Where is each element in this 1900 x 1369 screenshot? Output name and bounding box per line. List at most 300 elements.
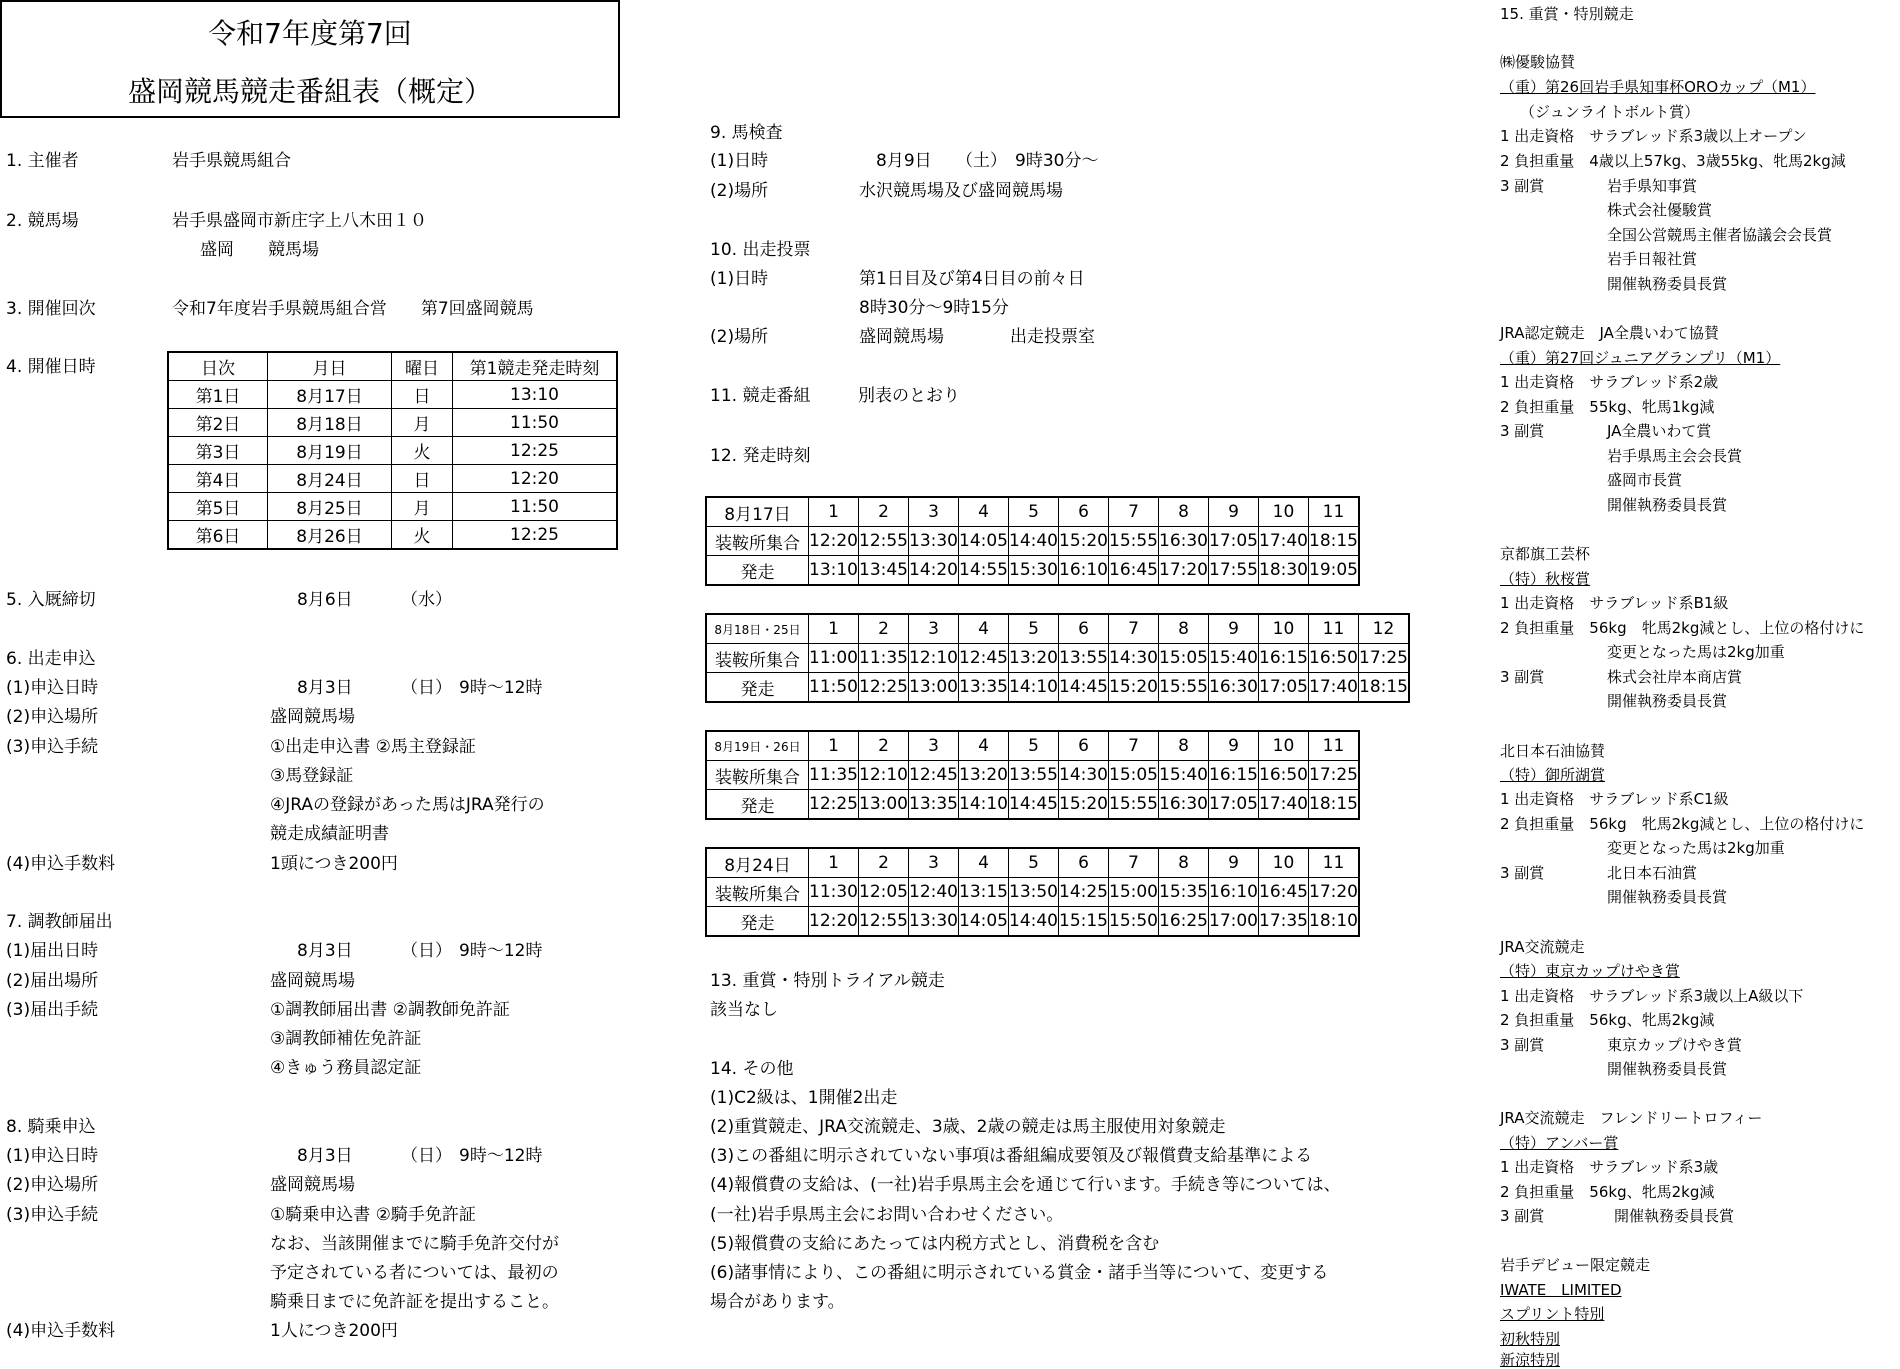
column-header: 曜日 <box>392 352 453 381</box>
row-label: (3)申込手続 <box>6 1205 99 1225</box>
table-cell: 18:15 <box>1359 673 1410 703</box>
table-header-row <box>706 497 1359 527</box>
row-value: なお、当該開催までに騎手免許交付が <box>270 1234 559 1254</box>
race-number: 2 <box>859 848 909 878</box>
row-value: 9時～12時 <box>459 941 543 961</box>
row-value: 盛岡競馬場 <box>270 707 355 727</box>
table-cell: 14:40 <box>1009 907 1059 937</box>
table-cell: 14:45 <box>1059 673 1109 703</box>
race-qualification: 1 出走資格 サラブレッド系C1級 <box>1500 790 1729 808</box>
table-cell: 13:50 <box>1009 878 1059 907</box>
prize-item: 開催執務委員長賞 <box>1607 1060 1728 1078</box>
race-name: （重）第27回ジュニアグランプリ（M1） <box>1500 349 1781 367</box>
race-sponsor: 京都旗工芸杯 <box>1500 545 1591 563</box>
race-prize-label: 3 副賞 <box>1500 1207 1545 1225</box>
row-label: (1)届出日時 <box>6 941 99 961</box>
note-line: (1)C2級は、1開催2出走 <box>710 1088 898 1108</box>
row-value: 騎乗日までに免許証を提出すること。 <box>270 1292 559 1312</box>
race-name: スプリント特別 <box>1500 1305 1605 1323</box>
table-cell: 16:45 <box>1109 556 1159 586</box>
race-number: 11 <box>1309 614 1359 644</box>
row-value: 9時～12時 <box>459 678 543 698</box>
table-cell: 15:55 <box>1109 790 1159 820</box>
race-number: 4 <box>959 497 1009 527</box>
row-value: （土） <box>956 151 1007 171</box>
table-row <box>168 437 617 465</box>
row-label: (4)申込手数料 <box>6 854 116 874</box>
table-cell: 17:55 <box>1209 556 1259 586</box>
race-number: 1 <box>809 731 859 761</box>
table-cell: 第6日 <box>168 521 268 550</box>
row-label: (2)申込場所 <box>6 1175 99 1195</box>
race-number: 4 <box>959 731 1009 761</box>
table-row <box>168 493 617 521</box>
table-cell: 月 <box>392 409 453 437</box>
row-value: ①調教師届出書 ②調教師免許証 <box>270 1000 510 1020</box>
row-value: （日） <box>401 678 452 698</box>
note-line: (2)重賞競走、JRA交流競走、3歳、2歳の競走は馬主服使用対象競走 <box>710 1117 1226 1137</box>
race-subname: （ジュンライトボルト賞） <box>1520 103 1700 121</box>
table-cell: 第3日 <box>168 437 268 465</box>
race-number: 5 <box>1009 848 1059 878</box>
table-row <box>706 761 1359 790</box>
table-cell: 14:30 <box>1059 761 1109 790</box>
race-name: （特）秋桜賞 <box>1500 570 1591 588</box>
section-label: 6. 出走申込 <box>6 649 96 669</box>
table-cell: 13:00 <box>859 790 909 820</box>
row-value: 競走成績証明書 <box>270 824 389 844</box>
table-cell: 15:20 <box>1109 673 1159 703</box>
table-cell: 13:55 <box>1009 761 1059 790</box>
row-label: (1)日時 <box>710 269 769 289</box>
row-label: (2)場所 <box>710 181 769 201</box>
table-cell: 第4日 <box>168 465 268 493</box>
table-cell: 15:40 <box>1209 644 1259 673</box>
section-label: 3. 開催回次 <box>6 299 96 319</box>
row-value: 8時30分～9時15分 <box>859 298 1009 318</box>
table-cell: 日 <box>392 381 453 409</box>
race-sponsor: JRA認定競走 JA全農いわて協賛 <box>1500 324 1719 342</box>
race-date: 8月24日 <box>706 848 809 878</box>
prize-item: 開催執務委員長賞 <box>1607 692 1728 710</box>
race-sponsor: JRA交流競走 フレンドリートロフィー <box>1500 1109 1763 1127</box>
row-value: 水沢競馬場及び盛岡競馬場 <box>859 181 1063 201</box>
prize-item: 盛岡市長賞 <box>1607 471 1683 489</box>
table-cell: 火 <box>392 521 453 550</box>
table-row <box>706 673 1409 703</box>
row-value: ④きゅう務員認定証 <box>270 1058 422 1078</box>
table-row <box>168 381 617 409</box>
race-number: 2 <box>859 614 909 644</box>
table-cell: 14:25 <box>1059 878 1109 907</box>
row-value: 1人につき200円 <box>270 1321 398 1341</box>
race-number: 11 <box>1309 848 1360 878</box>
note-line: (5)報償費の支給にあたっては内税方式とし、消費税を含む <box>710 1234 1160 1254</box>
table-cell: 第1日 <box>168 381 268 409</box>
table-header-row <box>168 352 617 381</box>
row-label: 発走 <box>706 907 809 937</box>
race-number: 7 <box>1109 731 1159 761</box>
row-value: ①出走申込書 ②馬主登録証 <box>270 737 476 757</box>
table-cell: 13:10 <box>809 556 859 586</box>
race-weight-note: 変更となった馬は2kg加重 <box>1607 643 1785 661</box>
section-label: 14. その他 <box>710 1059 794 1079</box>
row-value: ③調教師補佐免許証 <box>270 1029 422 1049</box>
race-qualification: 1 出走資格 サラブレッド系B1級 <box>1500 594 1729 612</box>
race-number: 5 <box>1009 614 1059 644</box>
row-value: ③馬登録証 <box>270 766 354 786</box>
section-value: 盛岡 競馬場 <box>200 240 319 260</box>
table-cell: 17:05 <box>1209 790 1259 820</box>
row-label: (1)申込日時 <box>6 678 99 698</box>
race-name: （重）第26回岩手県知事杯OROカップ（M1） <box>1500 78 1816 96</box>
race-prize-label: 3 副賞 <box>1500 1036 1545 1054</box>
race-number: 9 <box>1209 614 1259 644</box>
row-value: 出走投票室 <box>1010 327 1095 347</box>
race-number: 6 <box>1059 614 1109 644</box>
race-number: 1 <box>809 614 859 644</box>
row-value: （日） <box>401 1146 452 1166</box>
section-label: 7. 調教師届出 <box>6 912 113 932</box>
row-value: 盛岡競馬場 <box>270 971 355 991</box>
table-cell: 14:10 <box>1009 673 1059 703</box>
table-cell: 17:40 <box>1259 790 1309 820</box>
table-cell: 13:00 <box>909 673 959 703</box>
race-number: 11 <box>1309 497 1360 527</box>
race-sponsor: 北日本石油協賛 <box>1500 742 1606 760</box>
table-cell: 第5日 <box>168 493 268 521</box>
race-sponsor: ㈱優駿協賛 <box>1500 53 1576 71</box>
table-cell: 15:15 <box>1059 907 1109 937</box>
race-number: 5 <box>1009 497 1059 527</box>
race-number: 10 <box>1259 497 1309 527</box>
row-label: (3)届出手続 <box>6 1000 99 1020</box>
table-cell: 13:20 <box>1009 644 1059 673</box>
section-label: 2. 競馬場 <box>6 211 79 231</box>
race-number: 9 <box>1209 497 1259 527</box>
table-cell: 15:40 <box>1159 761 1209 790</box>
table-cell: 18:10 <box>1309 907 1360 937</box>
table-cell: 15:05 <box>1159 644 1209 673</box>
race-number: 8 <box>1159 848 1209 878</box>
table-cell: 14:10 <box>959 790 1009 820</box>
section-value: 令和7年度岩手県競馬組合営 第7回盛岡競馬 <box>172 299 534 319</box>
table-cell: 11:35 <box>859 644 909 673</box>
table-cell: 11:30 <box>809 878 859 907</box>
prize-item: 北日本石油賞 <box>1607 864 1698 882</box>
race-weight: 2 負担重量 56kg、牝馬2kg減 <box>1500 1183 1715 1201</box>
table-cell: 12:20 <box>809 907 859 937</box>
note-line: (3)この番組に明示されていない事項は番組編成要領及び報償費支給基準による <box>710 1146 1313 1166</box>
table-cell: 第2日 <box>168 409 268 437</box>
race-qualification: 1 出走資格 サラブレッド系3歳以上A級以下 <box>1500 987 1804 1005</box>
race-qualification: 1 出走資格 サラブレッド系3歳 <box>1500 1158 1719 1176</box>
table-cell: 17:25 <box>1309 761 1360 790</box>
row-value: （日） <box>401 941 452 961</box>
row-value: ④JRAの登録があった馬はJRA発行の <box>270 795 545 815</box>
section-label: 5. 入厩締切 <box>6 590 96 610</box>
race-number: 3 <box>909 848 959 878</box>
race-number: 6 <box>1059 731 1109 761</box>
race-time-table <box>705 613 1410 703</box>
section-label: 10. 出走投票 <box>710 240 811 260</box>
race-number: 2 <box>859 497 909 527</box>
table-cell: 12:25 <box>859 673 909 703</box>
prize-item: 株式会社岸本商店賞 <box>1607 668 1743 686</box>
row-value: 8月3日 <box>297 941 353 961</box>
table-cell: 12:10 <box>909 644 959 673</box>
table-cell: 13:45 <box>859 556 909 586</box>
row-label: (4)申込手数料 <box>6 1321 116 1341</box>
table-cell: 13:15 <box>959 878 1009 907</box>
prize-item: 全国公営競馬主催者協議会会長賞 <box>1607 226 1833 244</box>
table-cell: 12:25 <box>453 521 618 550</box>
row-label: (1)申込日時 <box>6 1146 99 1166</box>
table-header-row <box>706 848 1359 878</box>
table-cell: 13:10 <box>453 381 618 409</box>
table-cell: 17:25 <box>1359 644 1410 673</box>
page-title: 令和7年度第7回 <box>208 17 412 50</box>
table-header-row <box>706 614 1409 644</box>
race-qualification: 1 出走資格 サラブレッド系3歳以上オープン <box>1500 127 1807 145</box>
table-cell: 月 <box>392 493 453 521</box>
race-number: 3 <box>909 614 959 644</box>
table-cell: 14:40 <box>1009 527 1059 556</box>
table-cell: 16:10 <box>1209 878 1259 907</box>
race-number: 7 <box>1109 497 1159 527</box>
table-cell: 16:30 <box>1159 527 1209 556</box>
race-number: 4 <box>959 614 1009 644</box>
row-value: 盛岡競馬場 <box>270 1175 355 1195</box>
table-cell: 17:35 <box>1259 907 1309 937</box>
race-name: （特）御所湖賞 <box>1500 766 1606 784</box>
table-cell: 17:20 <box>1159 556 1209 586</box>
race-weight: 2 負担重量 55kg、牝馬1kg減 <box>1500 398 1715 416</box>
race-weight-note: 変更となった馬は2kg加重 <box>1607 839 1785 857</box>
section-label: 4. 開催日時 <box>6 357 96 377</box>
table-cell: 18:15 <box>1309 527 1360 556</box>
row-label: 装鞍所集合 <box>706 878 809 907</box>
table-cell: 12:20 <box>809 527 859 556</box>
section-label: 15. 重賞・特別競走 <box>1500 5 1634 23</box>
prize-item: 岩手県知事賞 <box>1607 177 1698 195</box>
race-number: 9 <box>1209 731 1259 761</box>
prize-item: 岩手県馬主会会長賞 <box>1607 447 1743 465</box>
section-value: 岩手県盛岡市新庄字上八木田１０ <box>172 211 427 231</box>
section-value: （水） <box>401 590 452 610</box>
table-cell: 14:05 <box>959 527 1009 556</box>
table-cell: 16:15 <box>1259 644 1309 673</box>
row-label: (2)場所 <box>710 327 769 347</box>
table-cell: 12:45 <box>959 644 1009 673</box>
table-cell: 15:55 <box>1109 527 1159 556</box>
section-value: 別表のとおり <box>858 386 960 406</box>
race-number: 3 <box>909 497 959 527</box>
race-qualification: 1 出走資格 サラブレッド系2歳 <box>1500 373 1719 391</box>
race-name: 新涼特別 <box>1500 1351 1561 1369</box>
note-line: (一社)岩手県馬主会にお問い合わせください。 <box>710 1205 1064 1225</box>
table-cell: 16:45 <box>1259 878 1309 907</box>
race-number: 12 <box>1359 614 1410 644</box>
table-cell: 12:05 <box>859 878 909 907</box>
section-value: 8月6日 <box>297 590 353 610</box>
table-row <box>706 527 1359 556</box>
table-row <box>168 521 617 550</box>
race-time-table <box>705 847 1360 937</box>
table-cell: 15:00 <box>1109 878 1159 907</box>
race-name: （特）東京カップけやき賞 <box>1500 962 1680 980</box>
table-cell: 19:05 <box>1309 556 1360 586</box>
row-value: 予定されている者については、最初の <box>270 1263 559 1283</box>
race-prize-label: 3 副賞 <box>1500 422 1545 440</box>
table-cell: 12:25 <box>809 790 859 820</box>
table-cell: 16:50 <box>1259 761 1309 790</box>
section-label: 1. 主催者 <box>6 151 79 171</box>
race-name: IWATE LIMITED <box>1500 1281 1622 1299</box>
race-number: 4 <box>959 848 1009 878</box>
row-label: 発走 <box>706 556 809 586</box>
table-cell: 13:35 <box>909 790 959 820</box>
race-prize-label: 3 副賞 <box>1500 668 1545 686</box>
table-row <box>706 790 1359 820</box>
section-label: 9. 馬検査 <box>710 123 783 143</box>
table-cell: 14:20 <box>909 556 959 586</box>
table-cell: 16:10 <box>1059 556 1109 586</box>
title-box <box>0 0 620 118</box>
schedule-days-table <box>167 351 618 550</box>
section-label: 8. 騎乗申込 <box>6 1117 96 1137</box>
table-cell: 8月18日 <box>268 409 392 437</box>
row-value: 1頭につき200円 <box>270 854 398 874</box>
section-label: 13. 重賞・特別トライアル競走 <box>710 971 945 991</box>
race-number: 10 <box>1259 848 1309 878</box>
table-cell: 11:35 <box>809 761 859 790</box>
note-line: (6)諸事情により、この番組に明示されている賞金・諸手当等について、変更する <box>710 1263 1329 1283</box>
table-cell: 18:30 <box>1259 556 1309 586</box>
table-cell: 15:35 <box>1159 878 1209 907</box>
table-row <box>706 556 1359 586</box>
prize-item: 株式会社優駿賞 <box>1607 201 1713 219</box>
row-label: (3)申込手続 <box>6 737 99 757</box>
table-cell: 11:00 <box>809 644 859 673</box>
table-cell: 11:50 <box>453 493 618 521</box>
table-cell: 8月24日 <box>268 465 392 493</box>
table-cell: 14:55 <box>959 556 1009 586</box>
race-weight: 2 負担重量 56kg、牝馬2kg減 <box>1500 1011 1715 1029</box>
table-cell: 16:25 <box>1159 907 1209 937</box>
table-cell: 14:05 <box>959 907 1009 937</box>
table-cell: 13:55 <box>1059 644 1109 673</box>
row-value: 9時～12時 <box>459 1146 543 1166</box>
table-cell: 13:30 <box>909 527 959 556</box>
race-time-table <box>705 730 1360 820</box>
table-cell: 12:40 <box>909 878 959 907</box>
table-cell: 13:30 <box>909 907 959 937</box>
row-value: 8月3日 <box>297 1146 353 1166</box>
section-label: 11. 競走番組 <box>710 386 811 406</box>
race-weight: 2 負担重量 56kg 牝馬2kg減とし、上位の格付けに <box>1500 619 1865 637</box>
race-date: 8月17日 <box>706 497 809 527</box>
table-cell: 15:05 <box>1109 761 1159 790</box>
row-label: 発走 <box>706 673 809 703</box>
row-label: (2)届出場所 <box>6 971 99 991</box>
table-cell: 15:55 <box>1159 673 1209 703</box>
prize-item: 開催執務委員長賞 <box>1607 888 1728 906</box>
race-number: 7 <box>1109 848 1159 878</box>
table-cell: 日 <box>392 465 453 493</box>
race-number: 1 <box>809 848 859 878</box>
race-date: 8月18日・25日 <box>706 614 809 644</box>
table-cell: 12:55 <box>859 527 909 556</box>
table-cell: 12:25 <box>453 437 618 465</box>
table-cell: 8月26日 <box>268 521 392 550</box>
table-row <box>706 644 1409 673</box>
table-cell: 15:50 <box>1109 907 1159 937</box>
row-value: ①騎乗申込書 ②騎手免許証 <box>270 1205 476 1225</box>
row-label: 装鞍所集合 <box>706 761 809 790</box>
race-name: 初秋特別 <box>1500 1330 1561 1348</box>
column-header: 月日 <box>268 352 392 381</box>
table-cell: 14:30 <box>1109 644 1159 673</box>
race-number: 10 <box>1259 614 1309 644</box>
table-cell: 8月17日 <box>268 381 392 409</box>
prize-item: 東京カップけやき賞 <box>1607 1036 1742 1054</box>
table-row <box>168 409 617 437</box>
row-label: (1)日時 <box>710 151 769 171</box>
table-cell: 12:45 <box>909 761 959 790</box>
race-number: 7 <box>1109 614 1159 644</box>
table-cell: 18:15 <box>1309 790 1360 820</box>
row-label: (2)申込場所 <box>6 707 99 727</box>
row-label: 装鞍所集合 <box>706 527 809 556</box>
race-time-table <box>705 496 1360 586</box>
row-label: 発走 <box>706 790 809 820</box>
table-cell: 8月19日 <box>268 437 392 465</box>
row-value: 8月3日 <box>297 678 353 698</box>
table-cell: 16:30 <box>1209 673 1259 703</box>
table-cell: 17:40 <box>1259 527 1309 556</box>
race-number: 8 <box>1159 731 1209 761</box>
table-cell: 17:20 <box>1309 878 1360 907</box>
table-row <box>706 878 1359 907</box>
table-cell: 17:05 <box>1209 527 1259 556</box>
table-cell: 12:20 <box>453 465 618 493</box>
row-value: 9時30分～ <box>1015 151 1099 171</box>
column-header: 日次 <box>168 352 268 381</box>
table-cell: 17:00 <box>1209 907 1259 937</box>
race-date: 8月19日・26日 <box>706 731 809 761</box>
section-value: 岩手県競馬組合 <box>172 151 291 171</box>
table-cell: 15:20 <box>1059 790 1109 820</box>
table-cell: 15:20 <box>1059 527 1109 556</box>
prize-item: 開催執務委員長賞 <box>1614 1207 1735 1225</box>
prize-item: 岩手日報社賞 <box>1607 250 1698 268</box>
table-row <box>706 907 1359 937</box>
race-number: 8 <box>1159 614 1209 644</box>
note-line: (4)報償費の支給は、(一社)岩手県馬主会を通じて行います。手続き等については、 <box>710 1175 1341 1195</box>
race-number: 1 <box>809 497 859 527</box>
race-sponsor: 岩手デビュー限定競走 <box>1500 1256 1651 1274</box>
race-prize-label: 3 副賞 <box>1500 177 1545 195</box>
table-cell: 11:50 <box>453 409 618 437</box>
table-cell: 11:50 <box>809 673 859 703</box>
race-number: 10 <box>1259 731 1309 761</box>
row-value: 第1日目及び第4日目の前々日 <box>859 269 1085 289</box>
row-value: 盛岡競馬場 <box>859 327 944 347</box>
column-header: 第1競走発走時刻 <box>453 352 618 381</box>
table-header-row <box>706 731 1359 761</box>
note-line: 場合があります。 <box>710 1292 845 1312</box>
